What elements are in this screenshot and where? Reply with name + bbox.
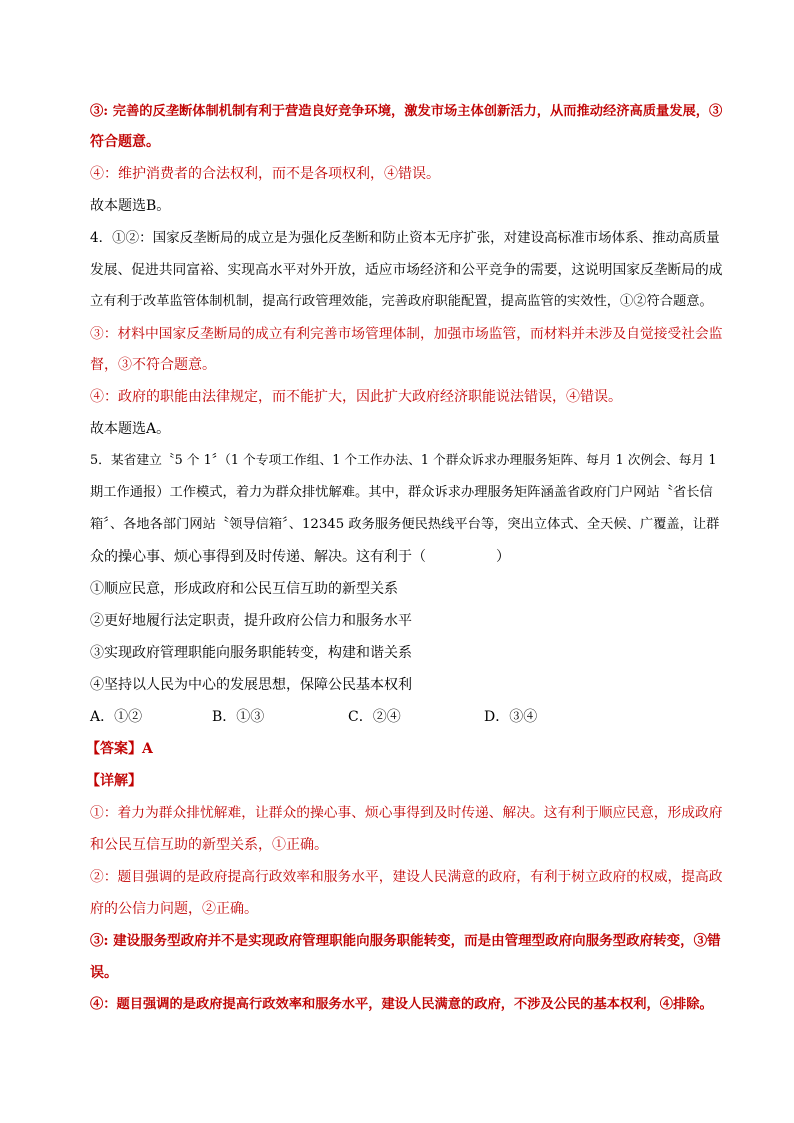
q5-option-2: ②更好地履行法定职责，提升政府公信力和服务水平 — [90, 613, 412, 629]
q5-stem-line3: 箱〞、各地各部门网站〝领导信箱〞、12345 政务服务便民热线平台等，突出立体式、全天候、广覆盖，让群 — [90, 517, 720, 532]
q4-line3: 立有利于改革监管体制机制，提高行政管理效能，完善政府职能配置，提高监管的实效性，①②符合题意。 — [90, 294, 713, 309]
detail-label: 【详解】 — [86, 773, 142, 789]
q5-stem-line2: 期工作通报）工作模式，着力为群众排忧解难。其中，群众诉求办理服务矩阵涵盖省政府门户网站〝省长信 — [90, 485, 713, 500]
q5-detail-item1-line1: ①：着力为群众排忧解难，让群众的操心事、烦心事得到及时传递、解决。这有利于顺应民意，形成政府 — [90, 805, 723, 821]
q5-detail-heading — [86, 771, 142, 791]
q5-detail-item2-line2: 府的公信力问题，②正确。 — [90, 901, 258, 917]
q5-stem-line4: 众的操心事、烦心事得到及时传递、解决。这有利于（ ） — [90, 549, 510, 565]
q5-choice-a: A．①② — [90, 709, 143, 725]
q5-choice-d: D．③④ — [484, 709, 538, 725]
q3-conclusion: 故本题选B。 — [90, 198, 171, 214]
q4-item4: ④：政府的职能由法律规定，而不能扩大，因此扩大政府经济职能说法错误，④错误。 — [90, 389, 622, 405]
q3-item3-line1: ③: 完善的反垄断体制机制有利于营造良好竞争环境，激发市场主体创新活力，从而推动经济高质量发展，③ — [90, 104, 723, 119]
q4-line1: 4．①②：国家反垄断局的成立是为强化反垄断和防止资本无序扩张，对建设高标准市场体系、推动高质量 — [90, 230, 720, 246]
q4-conclusion: 故本题选A。 — [90, 421, 171, 437]
q5-detail-item3-line1: ③: 建设服务型政府并不是实现政府管理职能向服务职能转变，而是由管理型政府向服务型政府转变，③错 — [90, 933, 721, 949]
q5-choice-b: B．①③ — [212, 709, 265, 725]
q5-answer — [86, 739, 153, 759]
q4-item3-line1: ③：材料中国家反垄断局的成立有利完善市场管理体制，加强市场监管，而材料并未涉及自觉接受社会监 — [90, 326, 723, 342]
q4-line2: 发展、促进共同富裕、实现高水平对外开放，适应市场经济和公平竞争的需要，这说明国家反垄断局的成 — [90, 262, 723, 278]
q5-option-1: ①顺应民意，形成政府和公民互信互助的新型关系 — [90, 581, 398, 597]
q5-option-3: ③实现政府管理职能向服务职能转变，构建和谐关系 — [90, 645, 412, 661]
q5-detail-item3-line2: 误。 — [90, 965, 118, 981]
q5-detail-item1-line2: 和公民互信互助的新型关系，①正确。 — [90, 837, 328, 853]
q5-stem-line1: 5．某省建立〝5 个 1〞（1 个专项工作组、1 个工作办法、1 个群众诉求办理服务矩阵、每月 1 次例会、每月 1 — [90, 453, 717, 468]
q5-choice-c: C．②④ — [348, 709, 401, 725]
q5-detail-item2-line1: ②：题目强调的是政府提高行政效率和服务水平，建设人民满意的政府，有利于树立政府的权威，提高政 — [90, 869, 723, 885]
q5-detail-item4: ④：题目强调的是政府提高行政效率和服务水平，建设人民满意的政府，不涉及公民的基本权利，④排除。 — [90, 997, 713, 1012]
answer-label: 【答案】 — [86, 741, 142, 757]
q4-item3-line2: 督，③不符合题意。 — [90, 357, 216, 373]
q5-option-4: ④坚持以人民为中心的发展思想，保障公民基本权利 — [90, 677, 412, 693]
answer-value: A — [142, 741, 153, 757]
q3-item3-line2: 符合题意。 — [90, 134, 160, 150]
q3-item4: ④：维护消费者的合法权利，而不是各项权利，④错误。 — [90, 166, 440, 182]
